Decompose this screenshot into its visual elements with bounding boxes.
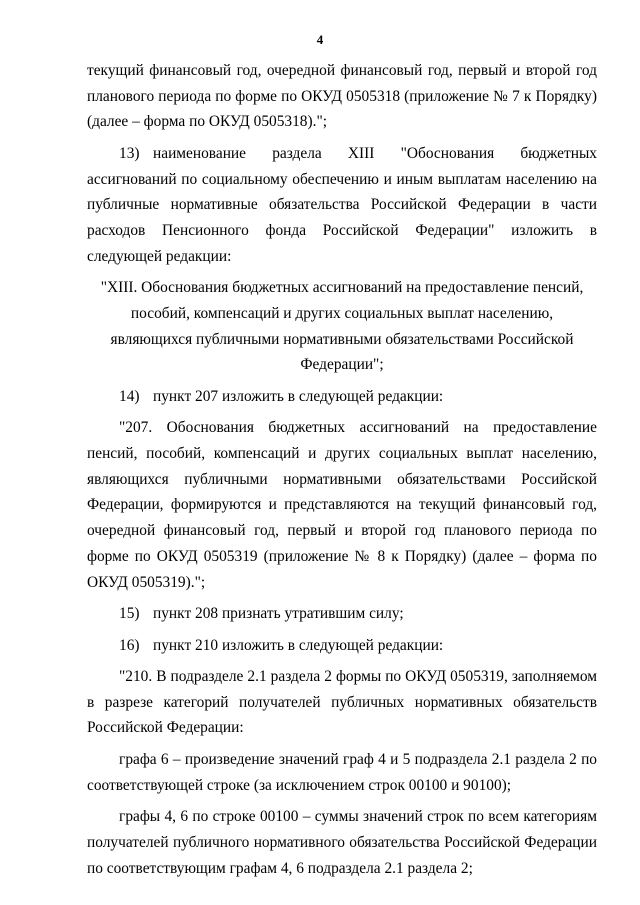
paragraph-207: "207. Обоснования бюджетных ассигнований на предоставление пенсий, пособий, компенсаций и других социальных выплат населению, являющихся публичными нормативными обязательствами Российской Федерации, формируются и представляются на текущий финансовый год, очередной финансовый год, первый и второй год планового периода по форме по ОКУД 0505319 (приложение № 8 к Порядку) (далее – форма по ОКУД 0505319).";: [87, 419, 597, 591]
list-item-text: пункт 208 признать утратившим силу;: [153, 605, 404, 623]
list-item-number: 13): [119, 144, 140, 162]
list-item-14: [87, 384, 597, 410]
list-item-number: 14): [119, 387, 140, 405]
list-item-text: наименование раздела XIII "Обоснования бюджетных ассигнований по социальному обеспечению и иным выплатам населению на публичные нормативные обязательства Российской Федерации в части расходов Пенсионного фонда Российской Федерации" изложить в следующей редакции:: [87, 144, 597, 265]
page-number: 4: [316, 32, 324, 47]
list-item-number: 15): [119, 605, 140, 623]
section-title-quote: "XIII. Обоснования бюджетных ассигнований на предоставление пенсий, пособий, компенсаций и других социальных выплат населению, являющихся публичными нормативными обязательствами Российской Федерации";: [100, 279, 584, 374]
paragraph-columns-4-6: графы 4, 6 по строке 00100 – суммы значений строк по всем категориям получателей публичного нормативного обязательства Российской Федерации по соответствующим графам 4, 6 подраздела 2.1 раздела 2;: [87, 808, 597, 877]
paragraph-continuation: текущий финансовый год, очередной финансовый год, первый и второй год планового периода по форме по ОКУД 0505318 (приложение № 7 к Порядку) (далее – форма по ОКУД 0505318).";: [87, 62, 597, 131]
list-item-text: пункт 207 изложить в следующей редакции:: [153, 387, 444, 405]
paragraph-column-6: графа 6 – произведение значений граф 4 и 5 подраздела 2.1 раздела 2 по соответствующей строке (за исключением строк 00100 и 90100);: [87, 750, 597, 794]
list-item-text: пункт 210 изложить в следующей редакции:: [153, 636, 444, 654]
list-item-13: [87, 141, 597, 270]
list-item-number: 16): [119, 636, 140, 654]
list-item-15: [87, 601, 597, 627]
list-item-16: [87, 633, 597, 659]
document-body: [87, 58, 597, 887]
paragraph-210: "210. В подразделе 2.1 раздела 2 формы по ОКУД 0505319, заполняемом в разрезе категорий получателей публичных нормативных обязательств Российской Федерации:: [87, 668, 597, 737]
